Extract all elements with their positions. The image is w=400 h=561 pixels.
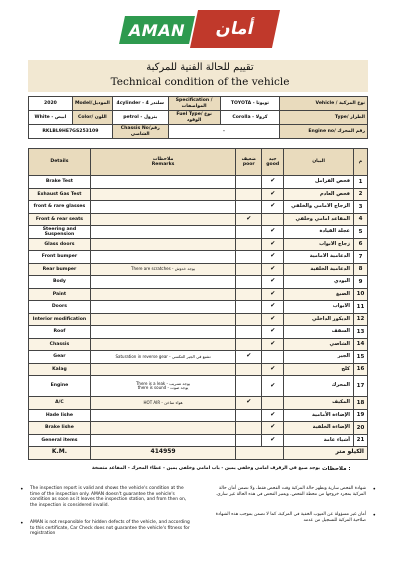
check-icon: ✔ — [270, 227, 276, 235]
table-row — [29, 226, 368, 239]
table-row — [29, 363, 368, 376]
poor-cell — [236, 397, 262, 410]
detail-ar: زجاج الابواب — [284, 238, 354, 251]
table-row — [29, 326, 368, 339]
km-label-ar: الكيلو متر — [284, 447, 368, 460]
notes-label: ملاحظات : — [322, 466, 351, 472]
poor-cell — [236, 422, 262, 435]
good-cell — [262, 409, 284, 422]
detail-en: Front bumper — [29, 251, 91, 264]
poor-cell — [236, 188, 262, 201]
good-cell — [262, 434, 284, 447]
check-icon: ✔ — [270, 339, 276, 347]
table-row — [29, 251, 368, 264]
bullet-icon: • — [372, 486, 376, 493]
poor-cell — [236, 326, 262, 339]
row-number: 16 — [353, 363, 367, 376]
remark-cell — [90, 238, 235, 251]
check-icon: ✔ — [270, 381, 276, 389]
disclaimer-en-2: AMAN is not responsible for hidden defects of the vehicle, and according to this certificate, Car Check does not guarantee the vehicle's fitness for registration — [30, 520, 190, 536]
good-cell — [262, 176, 284, 189]
vehicle-label: Vehicle / نوع المركبة — [280, 97, 368, 111]
detail-ar: الابواب — [284, 301, 354, 314]
row-number: 4 — [353, 213, 367, 226]
poor-cell — [236, 313, 262, 326]
color-label: Color/ اللون — [72, 111, 112, 125]
engine-value: - — [168, 125, 280, 139]
remark-cell — [90, 397, 235, 410]
logo-ar: أمان — [190, 10, 280, 48]
poor-cell — [236, 213, 262, 226]
poor-header — [236, 149, 262, 176]
bullet-icon: • — [20, 486, 24, 493]
fuel-label: Fuel Type/ نوع الوقود — [168, 111, 220, 125]
km-value: 414959 — [90, 447, 235, 460]
detail-en: Doors — [29, 301, 91, 314]
poor-cell — [236, 301, 262, 314]
disclaimer-ar-1: شهادة الفحص سارية وتظهر حالة المركبة وقت الفحص فقط، ولا تضمن أمان حالة المركبة بمجرد خروجها من محطة الفحص، ويعتبر الفحص في هذه الحالة غير ساري. — [215, 486, 366, 497]
check-icon: ✔ — [246, 352, 252, 360]
detail-ar: الإضاءة الخلفية — [284, 422, 354, 435]
table-row — [29, 301, 368, 314]
remark-cell — [90, 288, 235, 301]
detail-ar: المكيف — [284, 397, 354, 410]
remark-cell — [90, 176, 235, 189]
detail-en: Kalag — [29, 363, 91, 376]
detail-en: front & rare glasses — [29, 201, 91, 214]
model-label: Model/الموديل — [72, 97, 112, 111]
good-cell — [262, 363, 284, 376]
check-icon: ✔ — [270, 177, 276, 185]
remark-cell — [90, 313, 235, 326]
detail-ar: الدعامية الامامية — [284, 251, 354, 264]
row-number: 3 — [353, 201, 367, 214]
table-row — [29, 288, 368, 301]
remark-cell — [90, 422, 235, 435]
table-row — [29, 376, 368, 397]
detail-ar: المحرك — [284, 376, 354, 397]
bullet-icon: • — [20, 520, 24, 527]
detail-ar: الشاصي — [284, 338, 354, 351]
check-icon: ✔ — [270, 202, 276, 210]
detail-en: A/C — [29, 397, 91, 410]
detail-en: Glass doors — [29, 238, 91, 251]
remark-cell — [90, 409, 235, 422]
good-cell — [262, 238, 284, 251]
poor-cell — [236, 176, 262, 189]
remark-cell — [90, 251, 235, 264]
make-value: TOYOTA - تويوتا — [220, 97, 280, 111]
remark-text: HOT AIR - هواء ساخن — [143, 399, 183, 405]
poor-cell — [236, 238, 262, 251]
good-header-en: good — [266, 162, 280, 167]
table-row — [29, 188, 368, 201]
disclaimer — [20, 480, 376, 546]
remark-text: There are scratches - يوجد خدوش — [131, 266, 196, 272]
disclaimer-en-1: The inspection report is valid and shows the vehicle's condition at the time of the inspection only. AMAN doesn't guarantee the vehicle's condition as soon as it leaves the inspection station, and from then on, the inspection is considered invalid. — [30, 486, 187, 508]
remark-text-2: there is sound - يوجد صوت — [137, 385, 189, 390]
bullet-icon: • — [372, 512, 376, 519]
check-icon: ✔ — [246, 214, 252, 222]
detail-en: Roof — [29, 326, 91, 339]
table-row — [29, 263, 368, 276]
model-value: 4cylinder - سلندر 4 — [112, 97, 168, 111]
row-number: 5 — [353, 226, 367, 239]
good-cell — [262, 422, 284, 435]
table-row — [29, 238, 368, 251]
inspection-table — [28, 148, 368, 460]
detail-en: Front & rear seats — [29, 213, 91, 226]
poor-cell — [236, 263, 262, 276]
remark-cell — [90, 213, 235, 226]
table-row — [29, 313, 368, 326]
table-row — [29, 434, 368, 447]
remark-text: There is a leak - يوجد تسريب — [135, 380, 191, 386]
remark-cell — [90, 351, 235, 364]
good-cell — [262, 397, 284, 410]
remarks-header — [90, 149, 235, 176]
table-row — [29, 422, 368, 435]
row-number: 11 — [353, 301, 367, 314]
remarks-header-en: Remarks — [151, 162, 175, 167]
row-number: 15 — [353, 351, 367, 364]
info-row — [29, 125, 368, 139]
good-cell — [262, 188, 284, 201]
remark-cell — [90, 434, 235, 447]
aman-logo — [122, 10, 276, 48]
detail-ar: الجير — [284, 351, 354, 364]
good-cell — [262, 201, 284, 214]
good-header-ar: جيد — [268, 156, 277, 162]
remark-cell — [90, 201, 235, 214]
remark-cell — [90, 226, 235, 239]
remark-cell — [90, 363, 235, 376]
poor-cell — [236, 351, 262, 364]
remark-cell — [90, 188, 235, 201]
remark-cell — [90, 326, 235, 339]
row-number: 14 — [353, 338, 367, 351]
detail-en: Steering and Suspension — [29, 226, 91, 239]
row-number: 18 — [353, 397, 367, 410]
detail-ar: فحص الفرامل — [284, 176, 354, 189]
good-cell — [262, 326, 284, 339]
check-icon: ✔ — [270, 289, 276, 297]
row-number: 8 — [353, 263, 367, 276]
row-number: 13 — [353, 326, 367, 339]
good-cell — [262, 288, 284, 301]
detail-en: Body — [29, 276, 91, 289]
check-icon: ✔ — [270, 189, 276, 197]
vehicle-info-table — [28, 96, 368, 139]
row-number: 2 — [353, 188, 367, 201]
info-row — [29, 111, 368, 125]
row-number: 10 — [353, 288, 367, 301]
info-row — [29, 97, 368, 111]
table-row — [29, 213, 368, 226]
type-label: Type/ الطراز — [280, 111, 368, 125]
detail-ar: فحص العادم — [284, 188, 354, 201]
km-spacer — [236, 447, 284, 460]
check-icon: ✔ — [270, 435, 276, 443]
row-number: 19 — [353, 409, 367, 422]
detail-ar: الديكور الداخلي — [284, 313, 354, 326]
check-icon: ✔ — [270, 277, 276, 285]
poor-cell — [236, 434, 262, 447]
check-icon: ✔ — [270, 252, 276, 260]
good-cell — [262, 251, 284, 264]
poor-cell — [236, 376, 262, 397]
remark-cell — [90, 338, 235, 351]
poor-cell — [236, 338, 262, 351]
poor-cell — [236, 251, 262, 264]
chassis-value: RKLBL9HE7GS253109 — [29, 125, 113, 139]
detail-ar: المقاعد امامي وخلفي — [284, 213, 354, 226]
row-number: 1 — [353, 176, 367, 189]
remarks-header-ar: ملاحظات — [152, 156, 174, 162]
poor-cell — [236, 276, 262, 289]
check-icon: ✔ — [270, 364, 276, 372]
poor-cell — [236, 288, 262, 301]
detail-ar: الصبغ — [284, 288, 354, 301]
detail-en: Brake lishe — [29, 422, 91, 435]
good-cell — [262, 313, 284, 326]
page-title-ar: تقييم للحالة الفنية للمركبة — [146, 62, 254, 73]
good-cell — [262, 376, 284, 397]
row-number: 20 — [353, 422, 367, 435]
detail-ar: أشياء عامة — [284, 434, 354, 447]
good-header — [262, 149, 284, 176]
km-row — [29, 447, 368, 460]
table-header — [29, 149, 368, 176]
detail-en: Interior modification — [29, 313, 91, 326]
check-icon: ✔ — [270, 302, 276, 310]
row-number: 6 — [353, 238, 367, 251]
detail-en: Engine — [29, 376, 91, 397]
detail-ar: البودي — [284, 276, 354, 289]
detail-ar: السقف — [284, 326, 354, 339]
color-value: White - ابيض — [29, 111, 73, 125]
page-title-en: Technical condition of the vehicle — [110, 76, 290, 88]
good-cell — [262, 338, 284, 351]
remark-cell — [90, 276, 235, 289]
engine-label: Engine no/ رقم المحرك — [280, 125, 368, 139]
notes-text: يوجد صبغ في الرفرف امامي وخلفي يمين - باب امامي وخلفي يمين - غطاء المحرك - المقاعد متسخة — [91, 466, 320, 471]
detail-en: Brake Test — [29, 176, 91, 189]
detail-en: Gear — [29, 351, 91, 364]
poor-cell — [236, 409, 262, 422]
detail-ar: الدعامية الخلفية — [284, 263, 354, 276]
poor-cell — [236, 363, 262, 376]
good-cell — [262, 213, 284, 226]
detail-en: Chassis — [29, 338, 91, 351]
detail-en: Exhaust Gas Test — [29, 188, 91, 201]
detail-en: General items — [29, 434, 91, 447]
row-number: 21 — [353, 434, 367, 447]
row-number: 7 — [353, 251, 367, 264]
disclaimer-ar-2: أمان غير مسؤولة عن العيوب الخفية في المركبة، كما لا تضمن بموجب هذه الشهادة صلاحية المركبة للتسجيل من عدمه — [215, 512, 366, 523]
detail-en: Hade lishe — [29, 409, 91, 422]
table-row — [29, 409, 368, 422]
table-row — [29, 351, 368, 364]
remark-cell — [90, 376, 235, 397]
remark-text: Saturation in reverse gear - تشبع في الجير العكسي — [115, 353, 211, 359]
check-icon: ✔ — [270, 264, 276, 272]
details-header: Details — [29, 149, 91, 176]
km-label-en: K.M. — [29, 447, 91, 460]
detail-en: Paint — [29, 288, 91, 301]
detail-ar: عجلة القيادة — [284, 226, 354, 239]
type-value: Corolla - كرولا — [220, 111, 280, 125]
logo-en: AMAN — [119, 16, 195, 44]
table-row — [29, 338, 368, 351]
check-icon: ✔ — [246, 398, 252, 406]
detail-ar: الزجاج الامامي والخلفي — [284, 201, 354, 214]
detail-ar: كلج — [284, 363, 354, 376]
good-cell — [262, 301, 284, 314]
poor-cell — [236, 201, 262, 214]
chassis-label: Chassis No/رقم الشاصي — [112, 125, 168, 139]
item-header: البيان — [284, 149, 354, 176]
table-row — [29, 201, 368, 214]
row-number: 17 — [353, 376, 367, 397]
row-number: 9 — [353, 276, 367, 289]
poor-cell — [236, 226, 262, 239]
check-icon: ✔ — [270, 239, 276, 247]
table-row — [29, 276, 368, 289]
detail-en: Rear bumper — [29, 263, 91, 276]
num-header: م — [353, 149, 367, 176]
row-number: 12 — [353, 313, 367, 326]
check-icon: ✔ — [270, 423, 276, 431]
detail-ar: الإضاءة الأمامية — [284, 409, 354, 422]
check-icon: ✔ — [270, 314, 276, 322]
spec-label: Specification / المواصفات — [168, 97, 220, 111]
good-cell — [262, 351, 284, 364]
poor-header-ar: ضعيف — [241, 156, 256, 162]
table-row — [29, 397, 368, 410]
good-cell — [262, 276, 284, 289]
table-row — [29, 176, 368, 189]
remark-cell — [90, 301, 235, 314]
fuel-value: petrol - بترول — [112, 111, 168, 125]
year-value: 2020 — [29, 97, 73, 111]
check-icon: ✔ — [270, 410, 276, 418]
poor-header-en: poor — [242, 162, 255, 167]
remark-cell — [90, 263, 235, 276]
good-cell — [262, 263, 284, 276]
good-cell — [262, 226, 284, 239]
check-icon: ✔ — [270, 327, 276, 335]
